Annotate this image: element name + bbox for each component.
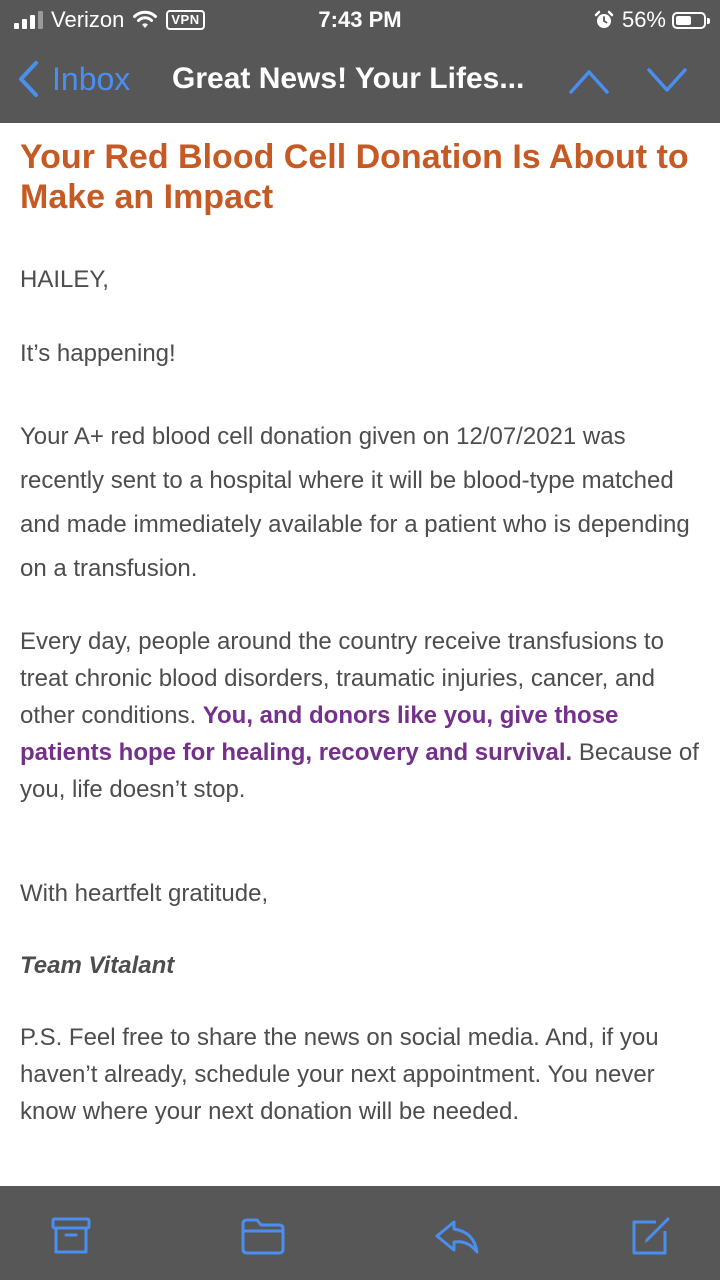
compose-icon[interactable] bbox=[628, 1216, 674, 1256]
nav-bar bbox=[0, 40, 720, 123]
impact-text: Every day, people around the country receive transfusions to treat chronic blood disorders, traumatic injuries, cancer, and other conditions. bbox=[20, 628, 664, 729]
status-bar bbox=[0, 0, 720, 40]
chevron-down-icon[interactable] bbox=[646, 66, 688, 96]
archive-icon[interactable] bbox=[48, 1216, 94, 1256]
paragraph-donation: Your A+ red blood cell donation given on 12/07/2021 was recently sent to a hospital where it will be blood-type matched and made immediately available for a patient who is depending on a transfusion. bbox=[20, 423, 690, 582]
carrier-name: Verizon bbox=[51, 7, 125, 32]
email-body bbox=[20, 123, 704, 1125]
email-headline: Your Red Blood Cell Donation Is About to Make an Impact bbox=[20, 138, 689, 216]
impact-text-end: Because of you, life doesn’t stop. bbox=[20, 739, 699, 803]
chevron-left-icon bbox=[16, 60, 40, 98]
clock: 7:43 PM bbox=[318, 7, 402, 32]
paragraph-impact bbox=[20, 623, 704, 808]
impact-emphasis: You, and donors like you, give those patients hope for healing, recovery and survival. bbox=[20, 702, 619, 766]
back-label: Inbox bbox=[52, 60, 131, 97]
alarm-icon bbox=[594, 10, 614, 30]
postscript: P.S. Feel free to share the news on social media. And, if you haven’t already, schedule your next appointment. You never know where your next donation will be needed. bbox=[20, 1024, 659, 1125]
paragraph-intro: It’s happening! bbox=[20, 340, 176, 367]
vpn-badge: VPN bbox=[166, 10, 204, 30]
chevron-up-icon[interactable] bbox=[568, 66, 610, 96]
greeting: HAILEY, bbox=[20, 266, 109, 293]
closing: With heartfelt gratitude, bbox=[20, 880, 269, 907]
battery-percent: 56% bbox=[621, 7, 666, 32]
bottom-toolbar bbox=[0, 1186, 720, 1280]
signoff: Team Vitalant bbox=[20, 952, 175, 979]
battery-icon bbox=[672, 12, 706, 29]
back-button[interactable] bbox=[16, 60, 130, 98]
battery-fill bbox=[676, 16, 691, 25]
email-subject: Great News! Your Lifes... bbox=[172, 62, 525, 95]
reply-icon[interactable] bbox=[434, 1216, 480, 1256]
folder-icon[interactable] bbox=[240, 1216, 286, 1256]
